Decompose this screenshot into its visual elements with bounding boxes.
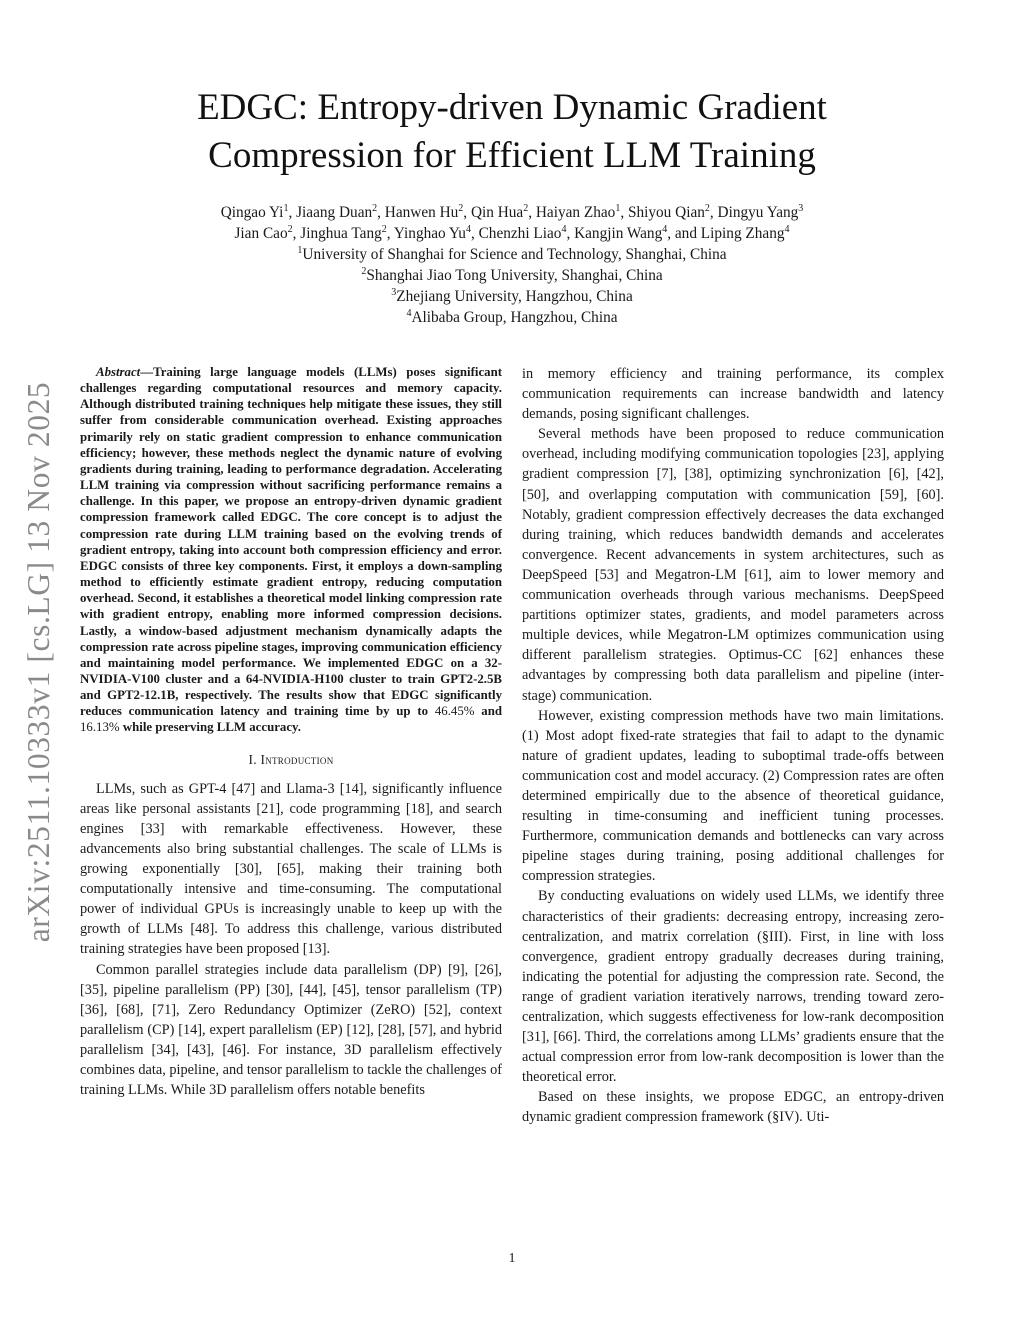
author-affiliation-mark: 4 <box>784 223 790 235</box>
body-paragraph: Based on these insights, we propose EDGC, an entropy-driven dynamic gradient compression framework (§IV). Uti- <box>522 1089 944 1126</box>
right-column <box>522 364 944 1128</box>
author-affiliation-mark: 4 <box>662 223 668 235</box>
author-affiliation-mark: 2 <box>381 223 387 235</box>
author: Haiyan Zhao <box>535 204 616 221</box>
affiliation <box>0 307 1024 328</box>
author: Jian Cao <box>234 225 288 242</box>
abstract <box>80 364 502 736</box>
affiliation-number: 4 <box>406 307 412 319</box>
body-paragraph: LLMs, such as GPT-4 [47] and Llama-3 [14], significantly influence areas like personal assistants [21], code programming [18], and search engines [33] with remarkable effectiveness. However, these advancements also bring substantial challenges. The scale of LLMs is growing exponentially [30], [65], making their training both computationally intensive and time-consuming. The computational power of individual GPUs is increasingly unable to keep up with the growth of LLMs [48]. To address this challenge, various distributed training strategies have been proposed [13]. <box>80 780 502 958</box>
author: Chenzhi Liao <box>478 225 562 242</box>
author: Liping Zhang <box>700 225 785 242</box>
section-numeral: I. <box>248 751 257 767</box>
author-affiliation-mark: 2 <box>287 223 293 235</box>
title-line-2: Compression for Efficient LLM Training <box>208 135 816 176</box>
author: Dingyu Yang <box>717 204 799 221</box>
title-line-1: EDGC: Entropy-driven Dynamic Gradient <box>197 87 827 128</box>
affiliation-text: University of Shanghai for Science and Technology, Shanghai, China <box>302 246 727 263</box>
arxiv-identifier-text: arXiv:2511.10333v1 [cs.LG] 13 Nov 2025 <box>21 381 56 943</box>
affiliation-text: Zhejiang University, Hangzhou, China <box>396 288 633 305</box>
abstract-dash: — <box>140 365 154 379</box>
paper-title <box>0 84 1024 180</box>
page-number: 1 <box>508 1251 516 1266</box>
author-line-2: Jian Cao$^2$, Jinghua Tang$^2$, Yinghao Yu$^4$, Chenzhi Liao$^4$, Kangjin Wang$^4$, and Liping Zhang$^4$ <box>234 223 790 242</box>
author-affiliation-mark: 3 <box>798 202 804 214</box>
affiliation <box>0 286 1024 307</box>
affiliation-number: 1 <box>297 244 303 256</box>
author-affiliation-mark: 2 <box>523 202 529 214</box>
section-title: Introduction <box>260 751 334 767</box>
author-line-1: Qingao Yi$^1$, Jiaang Duan$^2$, Hanwen Hu$^2$, Qin Hua$^2$, Haiyan Zhao$^1$, Shiyou Qian$^2$, Dingyu Yang$^3$ <box>220 202 804 221</box>
author-affiliation-mark: 4 <box>561 223 567 235</box>
abstract-conjunction: and <box>481 704 502 719</box>
author: Hanwen Hu <box>384 204 459 221</box>
affiliation-number: 2 <box>361 265 367 277</box>
body-paragraph-continued: in memory efficiency and training performance, its complex communication requirements can increase bandwidth and latency demands, posing significant challenges. <box>522 366 944 423</box>
author-affiliation-mark: 4 <box>465 223 471 235</box>
author: Yinghao Yu <box>393 225 466 242</box>
affiliation-text: Shanghai Jiao Tong University, Shanghai, China <box>366 267 663 284</box>
affiliation-text: Alibaba Group, Hangzhou, China <box>411 309 618 326</box>
affiliation <box>0 265 1024 286</box>
affiliation <box>0 244 1024 265</box>
author: Jiaang Duan <box>296 204 373 221</box>
abstract-tail: while preserving LLM accuracy. <box>122 720 301 735</box>
body-paragraph: By conducting evaluations on widely used LLMs, we identify three characteristics of their gradients: decreasing entropy, increasing zero-centralization, and matrix correlation (§III). First, in line with loss convergence, gradient entropy gradually decreases during training, indicating the potential for adjusting the compression rate. Second, the range of gradient variation iteratively narrows, trending toward zero-centralization, which suggests effectiveness for low-rank decomposition [31], [66]. Third, the correlations among LLMs’ gradients ensure that the actual compression error from low-rank decomposition is lower than the theoretical error. <box>522 888 944 1086</box>
author-affiliation-mark: 2 <box>372 202 378 214</box>
body-paragraph: Several methods have been proposed to reduce communication overhead, including modifying communication topologies [23], applying gradient compression [7], [38], optimizing synchronization [6], [42], [50], and overlapping computation with communication [59], [60]. Notably, gradient compression effectively decreases the data exchanged during training, which reduces bandwidth demands and accelerates convergence. Recent advancements in system architectures, such as DeepSpeed [53] and Megatron-LM [61], aim to lower memory and communication overheads through various mechanisms. DeepSpeed partitions optimizer states, gradients, and model parameters across multiple devices, while Megatron-LM optimizes communication using different parallelism strategies. Optimus-CC [62] enhances these advantages by compressing both data parallelism and pipeline (inter-stage) communication. <box>522 426 944 704</box>
body-paragraph: Common parallel strategies include data parallelism (DP) [9], [26], [35], pipeline parallelism (PP) [30], [44], [45], tensor parallelism (TP) [36], [68], [71], Zero Redundancy Optimizer (ZeRO) [52], context parallelism (CP) [14], expert parallelism (EP) [12], [28], [57], and hybrid parallelism [34], [43], [46]. For instance, 3D parallelism effectively combines data, pipeline, and tensor parallelism to tackle the challenges of training LLMs. While 3D parallelism offers notable benefits <box>80 961 502 1099</box>
author: Shiyou Qian <box>627 204 705 221</box>
author-block <box>0 202 1024 328</box>
author: Qingao Yi <box>220 204 284 221</box>
abstract-latency-figure: 46.45% <box>434 704 475 719</box>
abstract-time-figure: 16.13% <box>80 720 120 735</box>
affiliation-number: 3 <box>391 286 397 298</box>
author-affiliation-mark: 1 <box>283 202 289 214</box>
abstract-label: Abstract <box>96 365 141 379</box>
author: Kangjin Wang <box>574 225 663 242</box>
left-column <box>80 364 502 1100</box>
author: Jinghua Tang <box>300 225 382 242</box>
author-affiliation-mark: 2 <box>704 202 710 214</box>
author-affiliation-mark: 2 <box>458 202 464 214</box>
body-paragraph: However, existing compression methods have two main limitations. (1) Most adopt fixed-rate strategies that fail to adapt to the dynamic nature of gradient updates, leading to suboptimal trade-offs between communication cost and model accuracy. (2) Compression rates are often determined empirically due to the absence of theoretical guidance, resulting in time-consuming and inefficient tuning processes. Furthermore, communication demands and bottlenecks can vary across pipeline stages during training, posing additional challenges for compression strategies. <box>522 707 944 885</box>
section-heading-introduction <box>80 750 502 770</box>
author: Qin Hua <box>470 204 524 221</box>
author-affiliation-mark: 1 <box>615 202 621 214</box>
abstract-body: Training large language models (LLMs) poses significant challenges regarding computational resources and memory capacity. Although distributed training techniques help mitigate these issues, they still suffer from considerable communication overhead. Existing approaches primarily rely on static gradient compression to enhance communication efficiency; however, these methods neglect the dynamic nature of evolving gradients during training, leading to performance degradation. Accelerating LLM training via compression without sacrificing performance remains a challenge. In this paper, we propose an entropy-driven dynamic gradient compression framework called EDGC. The core concept is to adjust the compression rate during LLM training based on the evolving trends of gradient entropy, taking into account both compression efficiency and error. EDGC consists of three key components. First, it employs a down-sampling method to efficiently estimate gradient entropy, reducing computation overhead. Second, it establishes a theoretical model linking compression rate with gradient entropy, enabling more informed compression decisions. Lastly, a window-based adjustment mechanism dynamically adapts the compression rate across pipeline stages, improving communication efficiency and maintaining model performance. We implemented EDGC on a 32-NVIDIA-V100 cluster and a 64-NVIDIA-H100 cluster to train GPT2-2.5B and GPT2-12.1B, respectively. The results show that EDGC significantly reduces communication latency and training time by up to <box>80 365 502 719</box>
